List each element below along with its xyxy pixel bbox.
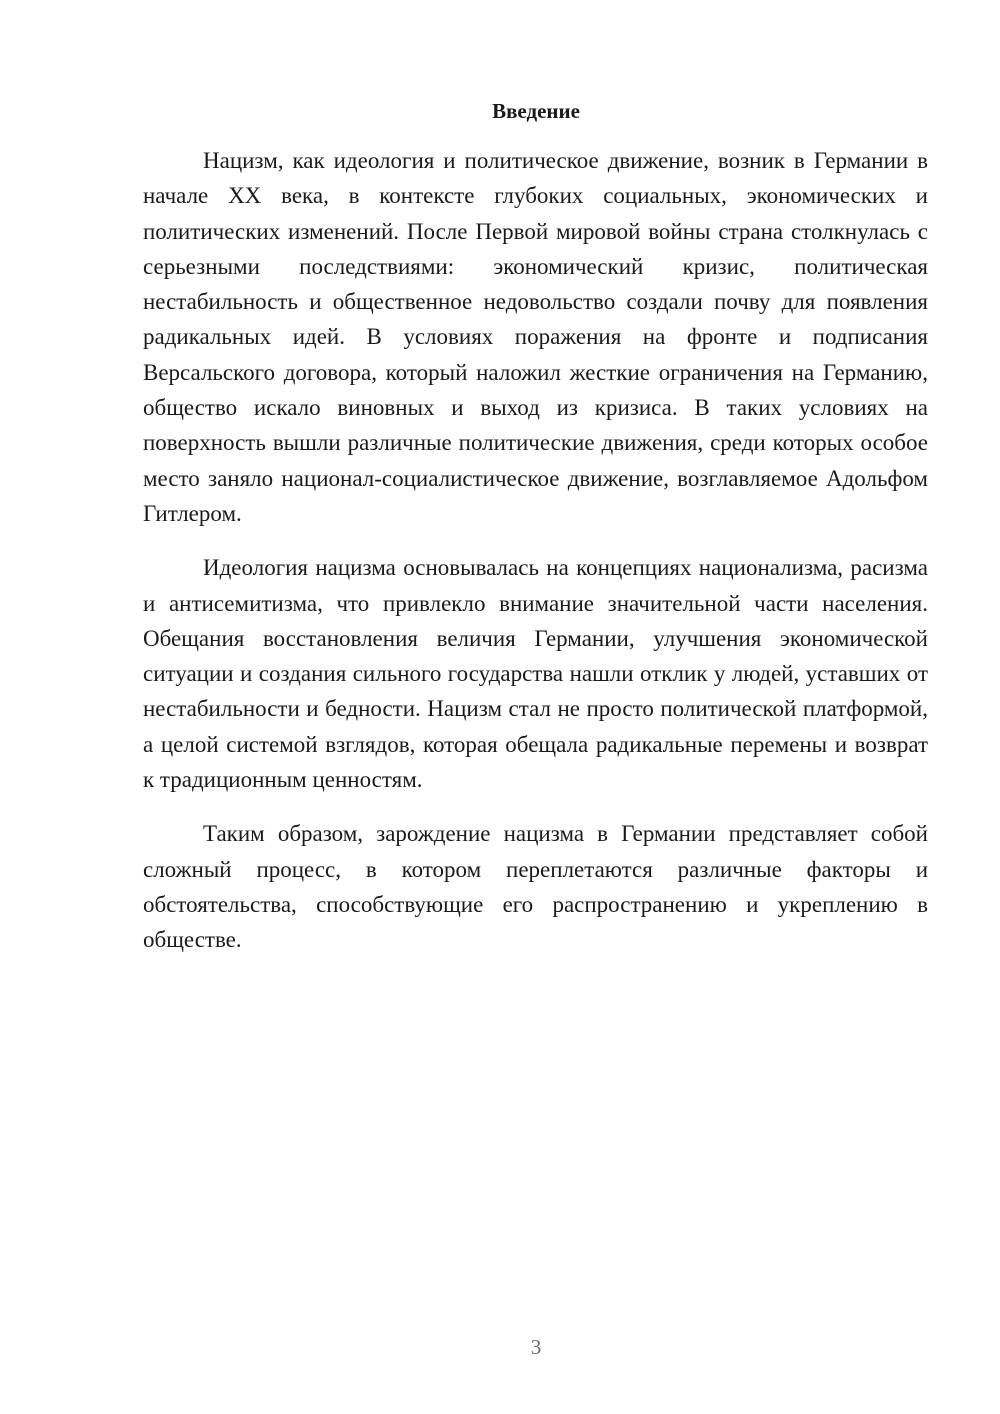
- page-number: 3: [530, 1335, 542, 1359]
- paragraph-3: Таким образом, зарождение нацизма в Германии представляет собой сложный процесс, в котором переплетаются различные факторы и обстоятельства, способствующие его распространению и укреплению в обществе.: [143, 821, 928, 953]
- page-title: Введение: [492, 99, 580, 123]
- paragraph-2: Идеология нацизма основывалась на концепциях национализма, расизма и антисемитизма, что привлекло внимание значительной части населения. Обещания восстановления величия Германии, улучшения экономической ситуации и создания сильного государства нашли отклик у людей, уставших от нестабильности и бедности. Нацизм стал не просто политической платформой, а целой системой взглядов, которая обещала радикальные перемены и возврат к традиционным ценностям.: [143, 555, 928, 793]
- document-body: [143, 143, 928, 958]
- paragraph-1: Нацизм, как идеология и политическое движение, возник в Германии в начале XX века, в контексте глубоких социальных, экономических и политических изменений. После Первой мировой войны страна столкнулась с серьезными последствиями: экономический кризис, политическая нестабильность и общественное недовольство создали почву для появления радикальных идей. В условиях поражения на фронте и подписания Версальского договора, который наложил жесткие ограничения на Германию, общество искало виновных и выход из кризиса. В таких условиях на поверхность вышли различные политические движения, среди которых особое место заняло национал-социалистическое движение, возглавляемое Адольфом Гитлером.: [143, 148, 928, 526]
